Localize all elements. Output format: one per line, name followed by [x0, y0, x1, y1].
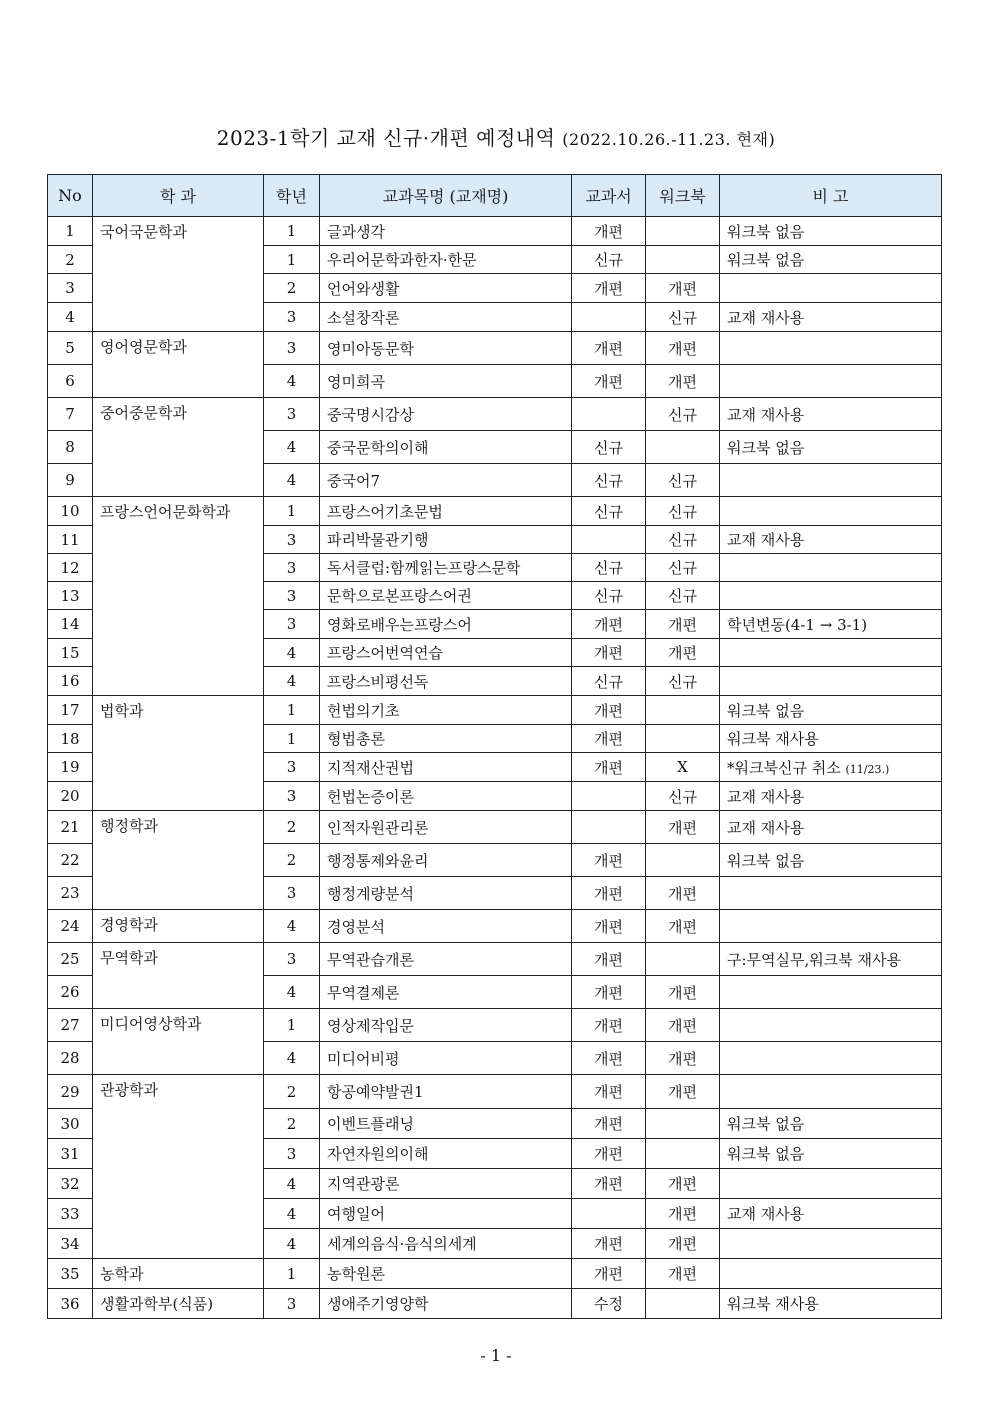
cell-textbook: 개편	[572, 844, 646, 877]
cell-workbook	[646, 431, 720, 464]
cell-course: 글과생각	[320, 217, 572, 246]
cell-dept: 관광학과	[93, 1075, 264, 1259]
cell-textbook: 신규	[572, 464, 646, 497]
cell-grade: 1	[264, 497, 320, 526]
cell-textbook: 신규	[572, 431, 646, 464]
cell-workbook: X	[646, 753, 720, 782]
cell-textbook: 개편	[572, 1259, 646, 1289]
cell-grade: 1	[264, 725, 320, 753]
table-row	[48, 1289, 942, 1319]
cell-no: 17	[48, 696, 93, 725]
note-text: 교재 재사용	[727, 531, 805, 549]
cell-note	[720, 639, 942, 667]
cell-grade: 1	[264, 696, 320, 725]
cell-note	[720, 1109, 942, 1139]
cell-textbook: 개편	[572, 365, 646, 398]
cell-grade: 4	[264, 431, 320, 464]
cell-note	[720, 431, 942, 464]
cell-grade: 1	[264, 246, 320, 274]
cell-no: 21	[48, 811, 93, 844]
note-date: (11/23.)	[845, 762, 890, 776]
cell-textbook: 개편	[572, 910, 646, 943]
cell-textbook: 신규	[572, 497, 646, 526]
cell-note	[720, 1075, 942, 1109]
cell-note	[720, 554, 942, 582]
cell-note	[720, 303, 942, 332]
cell-textbook: 개편	[572, 943, 646, 976]
cell-dept: 프랑스언어문화학과	[93, 497, 264, 696]
document-title	[0, 122, 992, 151]
cell-course: 지역관광론	[320, 1169, 572, 1199]
note-text: 워크북 없음	[727, 701, 805, 720]
cell-textbook	[572, 303, 646, 332]
cell-course: 생애주기영양학	[320, 1289, 572, 1319]
cell-grade: 3	[264, 526, 320, 554]
cell-no: 10	[48, 497, 93, 526]
cell-course: 경영분석	[320, 910, 572, 943]
cell-dept: 농학과	[93, 1259, 264, 1289]
cell-course: 세계의음식·음식의세계	[320, 1229, 572, 1259]
cell-workbook: 신규	[646, 554, 720, 582]
cell-textbook: 개편	[572, 1109, 646, 1139]
cell-textbook: 신규	[572, 554, 646, 582]
table-row	[48, 696, 942, 725]
cell-no: 3	[48, 274, 93, 303]
cell-textbook	[572, 811, 646, 844]
cell-dept: 영어영문학과	[93, 332, 264, 398]
cell-note	[720, 610, 942, 639]
page-number: - 1 -	[480, 1346, 512, 1365]
table-row	[48, 332, 942, 365]
cell-workbook: 개편	[646, 610, 720, 639]
cell-workbook	[646, 217, 720, 246]
cell-grade: 3	[264, 554, 320, 582]
cell-course: 중국문학의이해	[320, 431, 572, 464]
cell-note	[720, 365, 942, 398]
cell-no: 6	[48, 365, 93, 398]
note-text: 교재 재사용	[727, 405, 805, 424]
cell-dept: 중어중문학과	[93, 398, 264, 497]
cell-textbook: 개편	[572, 1075, 646, 1109]
cell-no: 9	[48, 464, 93, 497]
cell-no: 36	[48, 1289, 93, 1319]
cell-workbook	[646, 725, 720, 753]
cell-textbook: 개편	[572, 332, 646, 365]
cell-grade: 4	[264, 464, 320, 497]
cell-note	[720, 943, 942, 976]
cell-course: 미디어비평	[320, 1042, 572, 1075]
cell-textbook: 개편	[572, 725, 646, 753]
note-text: 워크북 없음	[727, 251, 805, 269]
table-row	[48, 1259, 942, 1289]
cell-textbook: 개편	[572, 1229, 646, 1259]
cell-no: 33	[48, 1199, 93, 1229]
cell-workbook: 개편	[646, 639, 720, 667]
cell-no: 1	[48, 217, 93, 246]
cell-no: 20	[48, 782, 93, 811]
cell-grade: 3	[264, 1289, 320, 1319]
cell-textbook: 개편	[572, 274, 646, 303]
cell-textbook: 개편	[572, 753, 646, 782]
cell-course: 영상제작입문	[320, 1009, 572, 1042]
cell-note	[720, 976, 942, 1009]
cell-no: 31	[48, 1139, 93, 1169]
table-row	[48, 943, 942, 976]
cell-note	[720, 526, 942, 554]
cell-note	[720, 1139, 942, 1169]
cell-textbook	[572, 398, 646, 431]
cell-no: 25	[48, 943, 93, 976]
cell-workbook: 개편	[646, 976, 720, 1009]
cell-grade: 3	[264, 943, 320, 976]
table-row	[48, 811, 942, 844]
cell-course: 영화로배우는프랑스어	[320, 610, 572, 639]
cell-dept: 법학과	[93, 696, 264, 811]
cell-textbook: 개편	[572, 217, 646, 246]
cell-note	[720, 877, 942, 910]
cell-workbook	[646, 246, 720, 274]
cell-workbook: 개편	[646, 1009, 720, 1042]
cell-workbook	[646, 696, 720, 725]
cell-no: 13	[48, 582, 93, 610]
cell-workbook: 개편	[646, 1042, 720, 1075]
cell-grade: 2	[264, 1109, 320, 1139]
cell-no: 19	[48, 753, 93, 782]
cell-workbook	[646, 1139, 720, 1169]
table-row	[48, 910, 942, 943]
cell-course: 영미아동문학	[320, 332, 572, 365]
note-text: 워크북 없음	[727, 438, 805, 457]
table-row	[48, 1009, 942, 1042]
cell-grade: 2	[264, 274, 320, 303]
note-text: 워크북 없음	[727, 851, 805, 870]
cell-course: 행정통제와윤리	[320, 844, 572, 877]
cell-workbook: 개편	[646, 1259, 720, 1289]
cell-dept: 행정학과	[93, 811, 264, 910]
cell-no: 12	[48, 554, 93, 582]
cell-note	[720, 667, 942, 696]
cell-grade: 3	[264, 398, 320, 431]
cell-workbook: 신규	[646, 464, 720, 497]
cell-grade: 4	[264, 1229, 320, 1259]
cell-no: 18	[48, 725, 93, 753]
cell-no: 14	[48, 610, 93, 639]
cell-workbook: 개편	[646, 1075, 720, 1109]
cell-no: 30	[48, 1109, 93, 1139]
cell-course: 행정계량분석	[320, 877, 572, 910]
cell-note	[720, 1199, 942, 1229]
cell-grade: 2	[264, 811, 320, 844]
cell-dept: 경영학과	[93, 910, 264, 943]
cell-grade: 4	[264, 1199, 320, 1229]
cell-textbook	[572, 1199, 646, 1229]
cell-workbook: 개편	[646, 1199, 720, 1229]
cell-note	[720, 910, 942, 943]
cell-course: 지적재산권법	[320, 753, 572, 782]
cell-course: 이벤트플래닝	[320, 1109, 572, 1139]
cell-workbook: 신규	[646, 782, 720, 811]
cell-no: 11	[48, 526, 93, 554]
cell-no: 5	[48, 332, 93, 365]
note-text: *워크북신규 취소	[727, 758, 841, 777]
cell-grade: 4	[264, 365, 320, 398]
table-row	[48, 398, 942, 431]
cell-workbook: 신규	[646, 497, 720, 526]
cell-textbook: 개편	[572, 976, 646, 1009]
cell-dept: 국어국문학과	[93, 217, 264, 332]
cell-course: 헌법의기초	[320, 696, 572, 725]
cell-course: 무역관습개론	[320, 943, 572, 976]
cell-grade: 3	[264, 332, 320, 365]
textbook-schedule-table	[47, 174, 942, 1319]
cell-dept: 미디어영상학과	[93, 1009, 264, 1075]
cell-grade: 4	[264, 1169, 320, 1199]
cell-course: 영미희곡	[320, 365, 572, 398]
cell-course: 파리박물관기행	[320, 526, 572, 554]
cell-course: 무역결제론	[320, 976, 572, 1009]
table-body	[48, 217, 942, 1319]
note-text: 학년변동(4-1 → 3-1)	[727, 615, 868, 634]
note-text: 워크북 재사용	[727, 1295, 819, 1313]
cell-workbook	[646, 1109, 720, 1139]
cell-workbook: 개편	[646, 365, 720, 398]
cell-grade: 4	[264, 667, 320, 696]
cell-textbook: 개편	[572, 639, 646, 667]
cell-note	[720, 217, 942, 246]
cell-grade: 3	[264, 753, 320, 782]
cell-dept: 무역학과	[93, 943, 264, 1009]
cell-textbook: 신규	[572, 582, 646, 610]
cell-course: 소설창작론	[320, 303, 572, 332]
cell-textbook: 신규	[572, 667, 646, 696]
cell-note	[720, 844, 942, 877]
cell-note	[720, 274, 942, 303]
cell-textbook: 수정	[572, 1289, 646, 1319]
note-text: 교재 재사용	[727, 787, 805, 806]
cell-no: 29	[48, 1075, 93, 1109]
cell-course: 문학으로본프랑스어권	[320, 582, 572, 610]
cell-workbook: 개편	[646, 811, 720, 844]
cell-note	[720, 582, 942, 610]
cell-course: 프랑스어기초문법	[320, 497, 572, 526]
cell-grade: 3	[264, 582, 320, 610]
cell-note	[720, 696, 942, 725]
cell-course: 농학원론	[320, 1259, 572, 1289]
cell-workbook: 개편	[646, 1169, 720, 1199]
note-text: 워크북 없음	[727, 1115, 805, 1133]
cell-course: 언어와생활	[320, 274, 572, 303]
cell-textbook	[572, 782, 646, 811]
cell-no: 26	[48, 976, 93, 1009]
cell-no: 28	[48, 1042, 93, 1075]
cell-no: 16	[48, 667, 93, 696]
note-text: 교재 재사용	[727, 818, 805, 837]
note-text: 교재 재사용	[727, 1205, 805, 1223]
cell-no: 2	[48, 246, 93, 274]
cell-textbook	[572, 526, 646, 554]
cell-workbook: 신규	[646, 667, 720, 696]
cell-textbook: 개편	[572, 1169, 646, 1199]
cell-grade: 4	[264, 639, 320, 667]
cell-textbook: 개편	[572, 1139, 646, 1169]
cell-workbook: 신규	[646, 303, 720, 332]
cell-textbook: 개편	[572, 610, 646, 639]
cell-textbook: 개편	[572, 877, 646, 910]
title-date: (2022.10.26.-11.23. 현재)	[562, 130, 776, 149]
cell-no: 34	[48, 1229, 93, 1259]
cell-course: 형법총론	[320, 725, 572, 753]
cell-textbook: 개편	[572, 1009, 646, 1042]
cell-grade: 2	[264, 1075, 320, 1109]
header-no: No	[48, 175, 93, 217]
header-workbook: 워크북	[646, 175, 720, 217]
header-course: 교과목명 (교재명)	[320, 175, 572, 217]
note-text: 워크북 재사용	[727, 730, 819, 748]
cell-grade: 4	[264, 1042, 320, 1075]
cell-note	[720, 1042, 942, 1075]
cell-note	[720, 782, 942, 811]
cell-note	[720, 1169, 942, 1199]
cell-workbook: 개편	[646, 274, 720, 303]
cell-no: 8	[48, 431, 93, 464]
cell-textbook: 개편	[572, 696, 646, 725]
cell-textbook: 개편	[572, 1042, 646, 1075]
cell-grade: 4	[264, 976, 320, 1009]
cell-grade: 3	[264, 877, 320, 910]
cell-grade: 1	[264, 217, 320, 246]
cell-note	[720, 753, 942, 782]
cell-note	[720, 1289, 942, 1319]
cell-no: 22	[48, 844, 93, 877]
cell-workbook: 신규	[646, 398, 720, 431]
cell-grade: 2	[264, 844, 320, 877]
cell-course: 자연자원의이해	[320, 1139, 572, 1169]
cell-workbook	[646, 844, 720, 877]
cell-note	[720, 1259, 942, 1289]
cell-workbook: 신규	[646, 582, 720, 610]
cell-workbook	[646, 1289, 720, 1319]
cell-dept: 생활과학부(식품)	[93, 1289, 264, 1319]
cell-course: 프랑스어번역연습	[320, 639, 572, 667]
cell-note	[720, 725, 942, 753]
cell-course: 프랑스비평선독	[320, 667, 572, 696]
cell-note	[720, 246, 942, 274]
cell-workbook: 개편	[646, 877, 720, 910]
note-text: 교재 재사용	[727, 308, 805, 327]
cell-course: 독서클럽:함께읽는프랑스문학	[320, 554, 572, 582]
table-row	[48, 497, 942, 526]
note-text: 구:무역실무,워크북 재사용	[727, 950, 901, 969]
cell-course: 중국어7	[320, 464, 572, 497]
cell-course: 우리어문학과한자·한문	[320, 246, 572, 274]
cell-no: 7	[48, 398, 93, 431]
cell-note	[720, 811, 942, 844]
cell-grade: 3	[264, 1139, 320, 1169]
cell-note	[720, 332, 942, 365]
header-textbook: 교과서	[572, 175, 646, 217]
cell-no: 15	[48, 639, 93, 667]
cell-note	[720, 1009, 942, 1042]
header-grade: 학년	[264, 175, 320, 217]
cell-grade: 3	[264, 610, 320, 639]
cell-workbook: 개편	[646, 1229, 720, 1259]
cell-grade: 3	[264, 782, 320, 811]
cell-note	[720, 464, 942, 497]
cell-no: 24	[48, 910, 93, 943]
cell-course: 헌법논증이론	[320, 782, 572, 811]
cell-workbook	[646, 943, 720, 976]
cell-note	[720, 398, 942, 431]
cell-course: 중국명시감상	[320, 398, 572, 431]
cell-no: 27	[48, 1009, 93, 1042]
cell-workbook: 개편	[646, 332, 720, 365]
cell-no: 4	[48, 303, 93, 332]
cell-course: 항공예약발권1	[320, 1075, 572, 1109]
cell-no: 35	[48, 1259, 93, 1289]
cell-note	[720, 1229, 942, 1259]
table-row	[48, 217, 942, 246]
note-text: 워크북 없음	[727, 1145, 805, 1163]
cell-grade: 1	[264, 1259, 320, 1289]
cell-grade: 4	[264, 910, 320, 943]
header-note: 비 고	[720, 175, 942, 217]
cell-workbook: 신규	[646, 526, 720, 554]
cell-note	[720, 497, 942, 526]
cell-workbook: 개편	[646, 910, 720, 943]
table-header-row	[48, 175, 942, 217]
cell-grade: 1	[264, 1009, 320, 1042]
table-row	[48, 1075, 942, 1109]
cell-no: 23	[48, 877, 93, 910]
cell-course: 인적자원관리론	[320, 811, 572, 844]
cell-grade: 3	[264, 303, 320, 332]
cell-no: 32	[48, 1169, 93, 1199]
title-main: 2023-1학기 교재 신규·개편 예정내역	[216, 126, 556, 150]
cell-textbook: 신규	[572, 246, 646, 274]
note-text: 워크북 없음	[727, 222, 805, 241]
header-dept: 학 과	[93, 175, 264, 217]
cell-course: 여행일어	[320, 1199, 572, 1229]
